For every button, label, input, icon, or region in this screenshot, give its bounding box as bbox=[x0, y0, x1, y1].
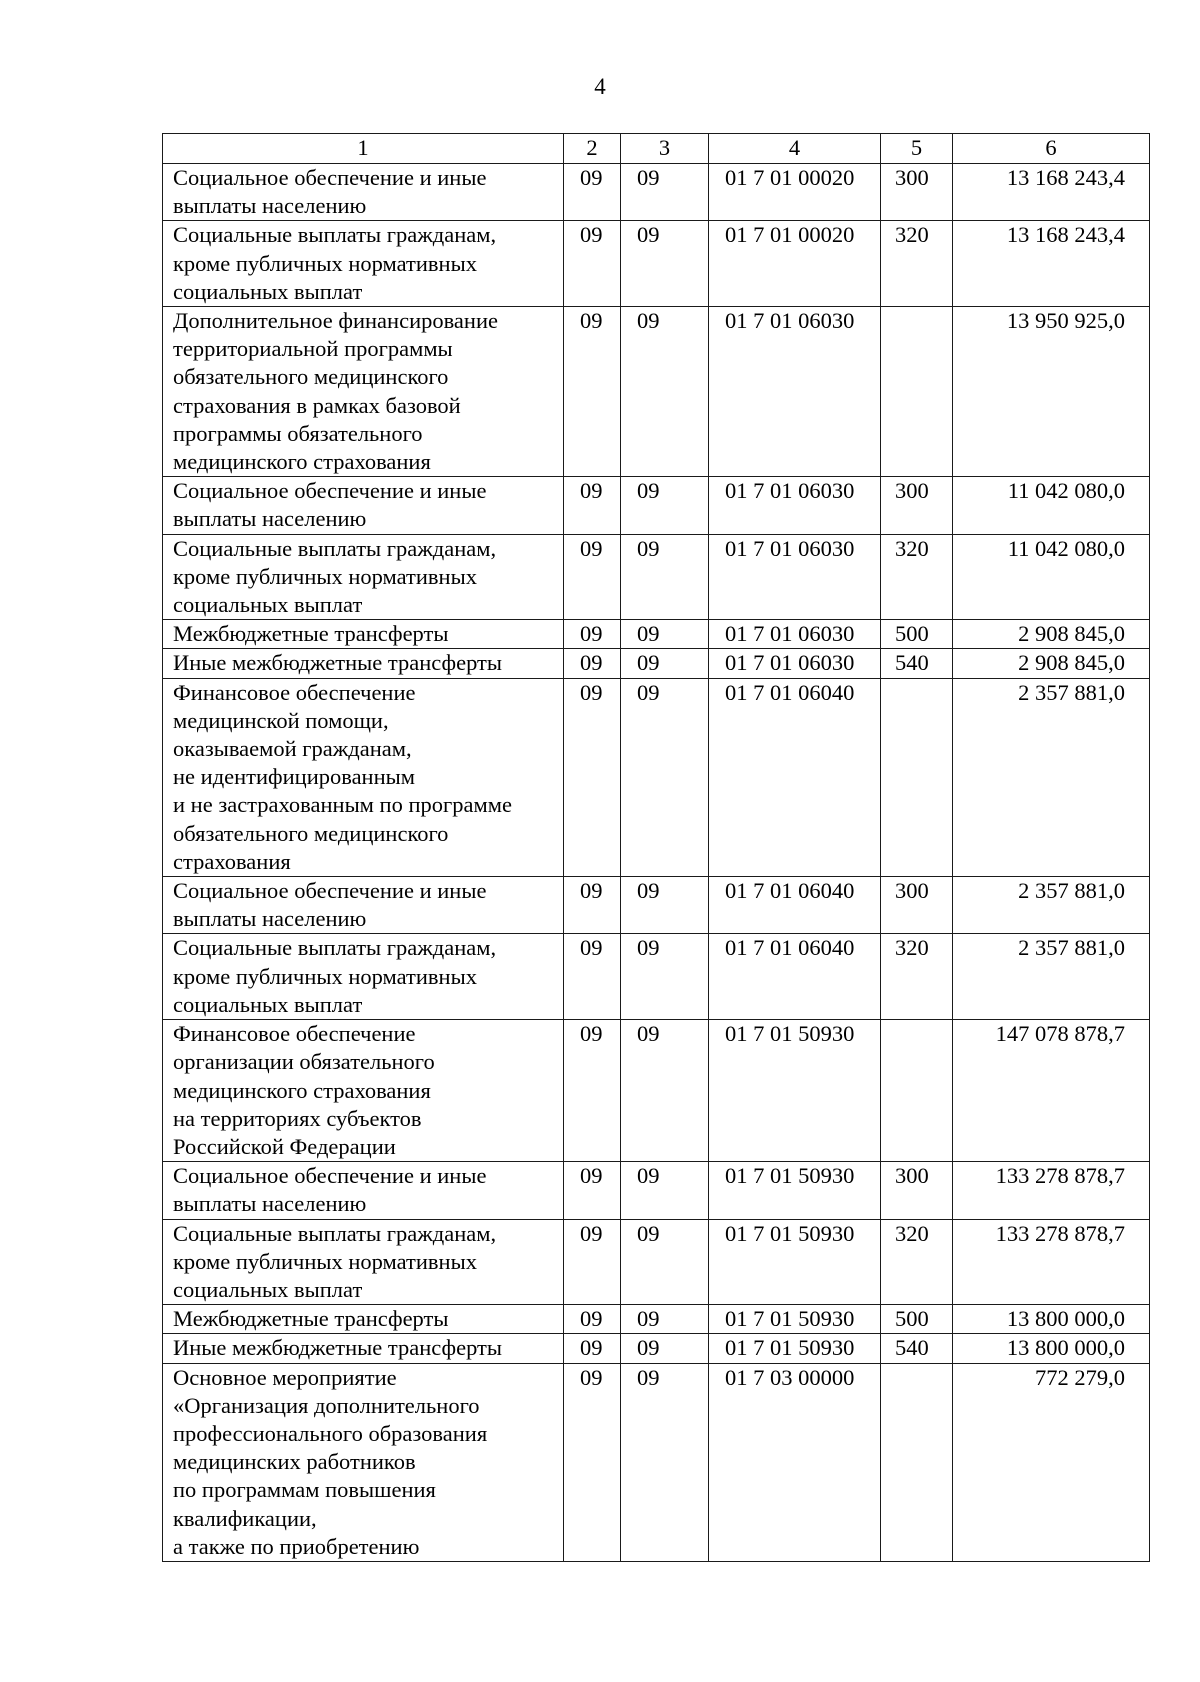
row-section: 09 bbox=[564, 877, 621, 934]
row-section: 09 bbox=[564, 1305, 621, 1334]
row-name: Социальное обеспечение и иные выплаты населению bbox=[163, 1162, 564, 1219]
row-section: 09 bbox=[564, 934, 621, 1020]
row-expense-type: 540 bbox=[881, 1334, 953, 1363]
row-expense-type: 300 bbox=[881, 164, 953, 221]
row-target-code: 01 7 01 06040 bbox=[709, 934, 881, 1020]
row-amount: 2 357 881,0 bbox=[953, 934, 1150, 1020]
table-row bbox=[163, 164, 1150, 221]
row-subsection: 09 bbox=[621, 1363, 709, 1561]
row-subsection: 09 bbox=[621, 1305, 709, 1334]
table-row bbox=[163, 477, 1150, 534]
row-expense-type: 320 bbox=[881, 221, 953, 307]
row-target-code: 01 7 01 06040 bbox=[709, 877, 881, 934]
table-row bbox=[163, 1305, 1150, 1334]
column-header-1: 1 bbox=[163, 134, 564, 164]
row-expense-type: 300 bbox=[881, 877, 953, 934]
row-name: Дополнительное финансирование территориальной программы обязательного медицинского страхования в рамках базовой программы обязательного медицинского страхования bbox=[163, 307, 564, 477]
row-subsection: 09 bbox=[621, 678, 709, 876]
row-amount: 13 168 243,4 bbox=[953, 164, 1150, 221]
row-subsection: 09 bbox=[621, 934, 709, 1020]
column-header-5: 5 bbox=[881, 134, 953, 164]
row-name: Основное мероприятие «Организация дополнительного профессионального образования медицинских работников по программам повышения квалификации, а также по приобретению bbox=[163, 1363, 564, 1561]
row-target-code: 01 7 01 06030 bbox=[709, 620, 881, 649]
table-header-row bbox=[163, 134, 1150, 164]
row-amount: 147 078 878,7 bbox=[953, 1020, 1150, 1162]
row-expense-type bbox=[881, 678, 953, 876]
row-expense-type bbox=[881, 1363, 953, 1561]
row-amount: 2 357 881,0 bbox=[953, 678, 1150, 876]
row-expense-type: 500 bbox=[881, 1305, 953, 1334]
row-expense-type: 500 bbox=[881, 620, 953, 649]
row-name: Социальное обеспечение и иные выплаты населению bbox=[163, 164, 564, 221]
table-row bbox=[163, 934, 1150, 1020]
table-row bbox=[163, 307, 1150, 477]
row-target-code: 01 7 01 50930 bbox=[709, 1219, 881, 1305]
row-subsection: 09 bbox=[621, 1334, 709, 1363]
row-amount: 772 279,0 bbox=[953, 1363, 1150, 1561]
row-subsection: 09 bbox=[621, 477, 709, 534]
row-section: 09 bbox=[564, 1020, 621, 1162]
row-section: 09 bbox=[564, 1334, 621, 1363]
row-section: 09 bbox=[564, 1162, 621, 1219]
row-name: Межбюджетные трансферты bbox=[163, 1305, 564, 1334]
table-body bbox=[163, 164, 1150, 1562]
row-amount: 13 168 243,4 bbox=[953, 221, 1150, 307]
row-amount: 11 042 080,0 bbox=[953, 534, 1150, 620]
row-expense-type bbox=[881, 1020, 953, 1162]
row-target-code: 01 7 01 50930 bbox=[709, 1020, 881, 1162]
table-row bbox=[163, 221, 1150, 307]
row-name: Иные межбюджетные трансферты bbox=[163, 1334, 564, 1363]
row-target-code: 01 7 01 06030 bbox=[709, 649, 881, 678]
column-header-3: 3 bbox=[621, 134, 709, 164]
row-expense-type: 300 bbox=[881, 477, 953, 534]
row-expense-type: 300 bbox=[881, 1162, 953, 1219]
row-name: Иные межбюджетные трансферты bbox=[163, 649, 564, 678]
row-amount: 2 908 845,0 bbox=[953, 649, 1150, 678]
row-expense-type: 320 bbox=[881, 534, 953, 620]
table-row bbox=[163, 534, 1150, 620]
row-section: 09 bbox=[564, 649, 621, 678]
row-subsection: 09 bbox=[621, 1162, 709, 1219]
row-section: 09 bbox=[564, 477, 621, 534]
row-amount: 133 278 878,7 bbox=[953, 1162, 1150, 1219]
row-amount: 2 357 881,0 bbox=[953, 877, 1150, 934]
row-target-code: 01 7 01 06040 bbox=[709, 678, 881, 876]
row-expense-type bbox=[881, 307, 953, 477]
row-target-code: 01 7 01 00020 bbox=[709, 221, 881, 307]
table-row bbox=[163, 649, 1150, 678]
row-name: Социальное обеспечение и иные выплаты населению bbox=[163, 477, 564, 534]
budget-table bbox=[162, 133, 1150, 1562]
row-target-code: 01 7 01 06030 bbox=[709, 477, 881, 534]
row-name: Социальные выплаты гражданам, кроме публичных нормативных социальных выплат bbox=[163, 1219, 564, 1305]
table-row bbox=[163, 620, 1150, 649]
table-row bbox=[163, 678, 1150, 876]
row-target-code: 01 7 01 50930 bbox=[709, 1162, 881, 1219]
row-target-code: 01 7 03 00000 bbox=[709, 1363, 881, 1561]
row-subsection: 09 bbox=[621, 1219, 709, 1305]
row-target-code: 01 7 01 06030 bbox=[709, 307, 881, 477]
row-section: 09 bbox=[564, 1219, 621, 1305]
row-section: 09 bbox=[564, 307, 621, 477]
row-amount: 11 042 080,0 bbox=[953, 477, 1150, 534]
row-target-code: 01 7 01 00020 bbox=[709, 164, 881, 221]
row-amount: 13 800 000,0 bbox=[953, 1334, 1150, 1363]
row-subsection: 09 bbox=[621, 649, 709, 678]
row-target-code: 01 7 01 50930 bbox=[709, 1334, 881, 1363]
table-row bbox=[163, 1334, 1150, 1363]
row-subsection: 09 bbox=[621, 1020, 709, 1162]
row-name: Социальные выплаты гражданам, кроме публичных нормативных социальных выплат bbox=[163, 221, 564, 307]
row-target-code: 01 7 01 06030 bbox=[709, 534, 881, 620]
page-number: 4 bbox=[594, 74, 606, 99]
row-name: Межбюджетные трансферты bbox=[163, 620, 564, 649]
row-expense-type: 320 bbox=[881, 1219, 953, 1305]
row-target-code: 01 7 01 50930 bbox=[709, 1305, 881, 1334]
row-expense-type: 540 bbox=[881, 649, 953, 678]
row-section: 09 bbox=[564, 678, 621, 876]
row-subsection: 09 bbox=[621, 534, 709, 620]
row-section: 09 bbox=[564, 620, 621, 649]
row-section: 09 bbox=[564, 534, 621, 620]
row-subsection: 09 bbox=[621, 877, 709, 934]
table-row bbox=[163, 1020, 1150, 1162]
row-amount: 13 800 000,0 bbox=[953, 1305, 1150, 1334]
table-row bbox=[163, 1363, 1150, 1561]
row-name: Финансовое обеспечение медицинской помощи, оказываемой гражданам, не идентифицированным и не застрахованным по программе обязательного медицинского страхования bbox=[163, 678, 564, 876]
row-amount: 133 278 878,7 bbox=[953, 1219, 1150, 1305]
column-header-4: 4 bbox=[709, 134, 881, 164]
row-subsection: 09 bbox=[621, 164, 709, 221]
table-row bbox=[163, 1219, 1150, 1305]
row-amount: 13 950 925,0 bbox=[953, 307, 1150, 477]
row-section: 09 bbox=[564, 221, 621, 307]
row-amount: 2 908 845,0 bbox=[953, 620, 1150, 649]
row-name: Социальные выплаты гражданам, кроме публичных нормативных социальных выплат bbox=[163, 934, 564, 1020]
row-name: Социальное обеспечение и иные выплаты населению bbox=[163, 877, 564, 934]
table-row bbox=[163, 1162, 1150, 1219]
row-subsection: 09 bbox=[621, 307, 709, 477]
row-section: 09 bbox=[564, 164, 621, 221]
table-row bbox=[163, 877, 1150, 934]
row-section: 09 bbox=[564, 1363, 621, 1561]
row-subsection: 09 bbox=[621, 221, 709, 307]
column-header-6: 6 bbox=[953, 134, 1150, 164]
column-header-2: 2 bbox=[564, 134, 621, 164]
row-name: Финансовое обеспечение организации обязательного медицинского страхования на территориях субъектов Российской Федерации bbox=[163, 1020, 564, 1162]
row-name: Социальные выплаты гражданам, кроме публичных нормативных социальных выплат bbox=[163, 534, 564, 620]
row-subsection: 09 bbox=[621, 620, 709, 649]
row-expense-type: 320 bbox=[881, 934, 953, 1020]
